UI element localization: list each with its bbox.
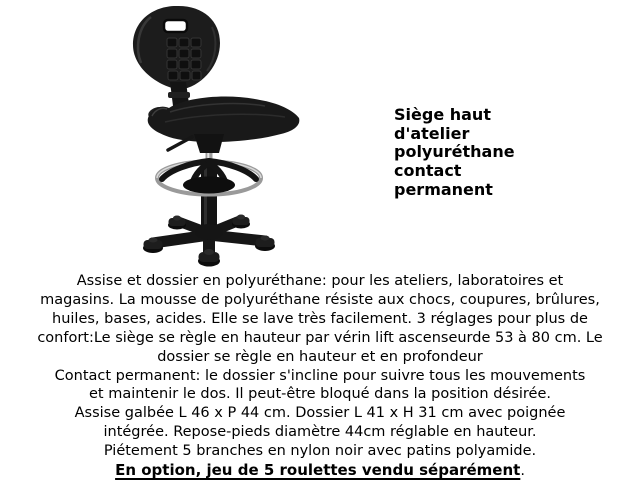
option-line xyxy=(0,461,640,481)
chair-illustration xyxy=(110,0,310,270)
option-suffix: . xyxy=(520,463,525,480)
product-description xyxy=(0,272,640,481)
product-title-line: contact xyxy=(394,161,462,181)
description-line: et maintenir le dos. Il peut-être bloqué dans la position désirée. xyxy=(88,386,551,403)
description-line: Contact permanent: le dossier s'incline pour suivre tous les mouvements xyxy=(54,367,586,384)
product-title-line: Siège haut xyxy=(394,105,491,124)
base-foot xyxy=(232,215,250,229)
description-line: intégrée. Repose-pieds diamètre 44cm réglable en hauteur. xyxy=(103,424,537,441)
option-highlight: En option, jeu de 5 roulettes vendu séparément xyxy=(115,461,521,480)
product-title xyxy=(394,106,515,200)
description-line: magasins. La mousse de polyuréthane résiste aux chocs, coupures, brûlures, xyxy=(40,291,600,308)
description-line: huiles, bases, acides. Elle se lave très facilement. 3 réglages pour plus de xyxy=(52,310,588,327)
description-line: Assise et dossier en polyuréthane: pour les ateliers, laboratoires et xyxy=(76,273,564,289)
description-line: dossier se règle en hauteur et en profondeur xyxy=(157,348,483,365)
base-foot xyxy=(168,216,186,230)
product-title-line: permanent xyxy=(394,179,493,199)
description-line: Assise galbée L 46 x P 44 cm. Dossier L 41 x H 31 cm avec poignée xyxy=(74,405,566,422)
description-line: Piétement 5 branches en nylon noir avec patins polyamide. xyxy=(103,443,537,460)
base-foot xyxy=(198,249,220,267)
product-title-line: polyuréthane xyxy=(394,142,515,162)
chair-backrest xyxy=(133,6,220,89)
product-title-line: d'atelier xyxy=(394,123,470,143)
lift-column xyxy=(201,161,217,235)
product-photo xyxy=(110,0,310,270)
description-line: confort:Le siège se règle en hauteur par vérin lift ascenseurde 53 à 80 cm. Le xyxy=(37,329,603,346)
foot-ring xyxy=(157,161,261,195)
